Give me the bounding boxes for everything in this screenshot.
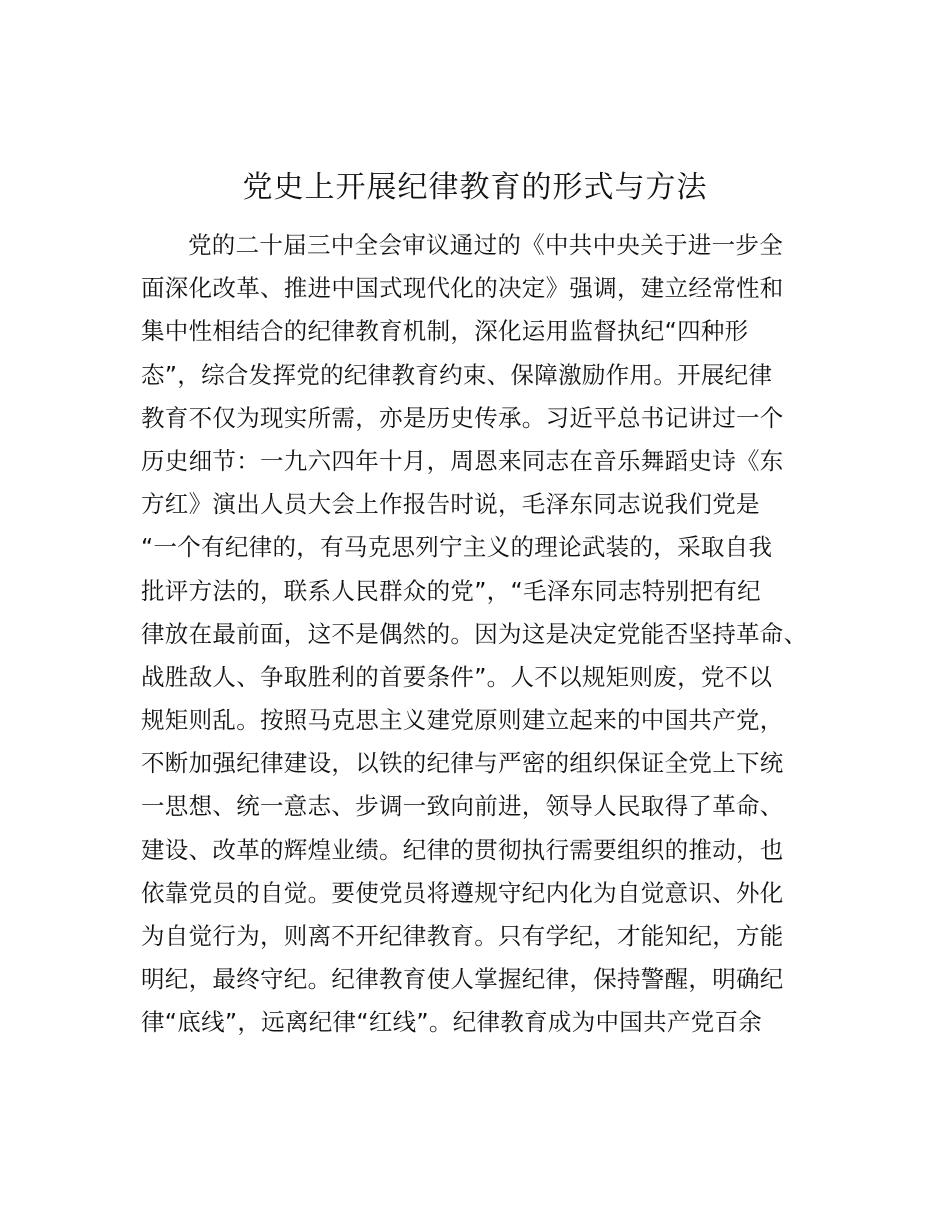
body-line: 批评方法的，联系人民群众的党”，“毛泽东同志特别把有纪 <box>141 576 761 605</box>
body-line: 建设、改革的辉煌业绩。纪律的贯彻执行需要组织的推动，也 <box>141 835 784 864</box>
body-line: 面深化改革、推进中国式现代化的决定》强调，建立经常性和 <box>141 274 784 303</box>
body-line: 集中性相结合的纪律教育机制，深化运用监督执纪“四种形 <box>141 317 749 346</box>
body-line: 教育不仅为现实所需，亦是历史传承。习近平总书记讲过一个 <box>141 403 784 432</box>
document-title: 党史上开展纪律教育的形式与方法 <box>242 170 708 205</box>
body-line: 战胜敌人、争取胜利的首要条件”。人不以规矩则废，党不以 <box>141 662 773 691</box>
body-line: 方红》演出人员大会上作报告时说，毛泽东同志说我们党是 <box>141 490 760 519</box>
body-line: 规矩则乱。按照马克思主义建党原则建立起来的中国共产党， <box>141 706 784 735</box>
body-line: 不断加强纪律建设，以铁的纪律与严密的组织保证全党上下统 <box>141 749 784 778</box>
body-line: 律“底线”，远离纪律“红线”。纪律教育成为中国共产党百余 <box>141 1008 763 1037</box>
document-body <box>141 224 831 1045</box>
body-line: 律放在最前面，这不是偶然的。因为这是决定党能否坚持革命、 <box>141 619 808 648</box>
body-line: 为自觉行为，则离不开纪律教育。只有学纪，才能知纪，方能 <box>141 922 784 950</box>
body-line: “一个有纪律的，有马克思列宁主义的理论武装的，采取自我 <box>141 533 773 562</box>
body-line: 党的二十届三中全会审议通过的《中共中央关于进一步全 <box>188 231 783 259</box>
body-line: 一思想、统一意志、步调一致向前进，领导人民取得了革命、 <box>141 792 784 821</box>
body-line: 依靠党员的自觉。要使党员将遵规守纪内化为自觉意识、外化 <box>141 878 784 907</box>
body-line: 态”，综合发挥党的纪律教育约束、保障激励作用。开展纪律 <box>141 360 773 389</box>
body-line: 明纪，最终守纪。纪律教育使人掌握纪律，保持警醒，明确纪 <box>141 965 784 994</box>
body-line: 历史细节：一九六四年十月，周恩来同志在音乐舞蹈史诗《东 <box>141 446 784 475</box>
